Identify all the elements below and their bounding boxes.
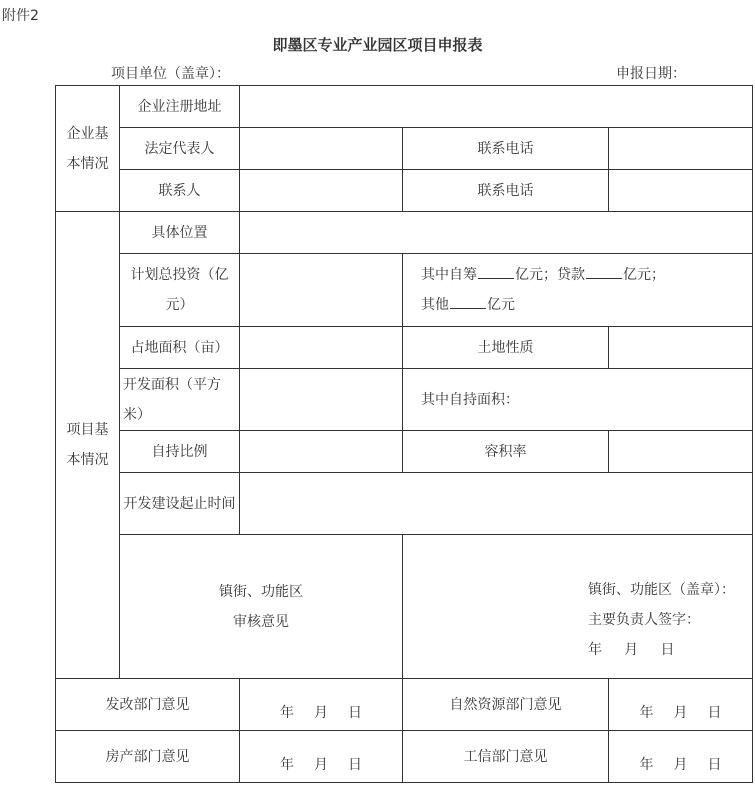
legal-rep-label: 法定代表人 (120, 128, 240, 170)
location-field[interactable] (240, 212, 753, 254)
review-label: 镇街、功能区 审核意见 (120, 535, 403, 679)
industry-it-date[interactable]: 年 月 日 (609, 731, 753, 783)
loan-blank[interactable] (586, 264, 622, 279)
phone2-label: 联系电话 (403, 170, 609, 212)
other-blank[interactable] (450, 294, 486, 309)
natural-resources-date[interactable]: 年 月 日 (609, 679, 753, 731)
plot-ratio-field[interactable] (609, 431, 753, 473)
land-nature-field[interactable] (609, 327, 753, 369)
dev-period-label: 开发建设起止时间 (120, 473, 240, 535)
land-nature-label: 土地性质 (403, 327, 609, 369)
reg-address-label: 企业注册地址 (120, 86, 240, 128)
contact-label: 联系人 (120, 170, 240, 212)
natural-resources-label: 自然资源部门意见 (403, 679, 609, 731)
dev-area-field[interactable] (240, 369, 403, 431)
dev-area-label: 开发面积（平方米） (120, 369, 240, 431)
dev-period-field[interactable] (240, 473, 753, 535)
enterprise-section-label: 企业基本情况 (56, 86, 120, 212)
project-unit-label: 项目单位（盖章）： (111, 66, 230, 82)
contact-field[interactable] (240, 170, 403, 212)
total-investment-label: 计划总投资（亿元） (120, 254, 240, 327)
application-form-table (55, 85, 753, 783)
phone2-field[interactable] (609, 170, 753, 212)
phone-field[interactable] (609, 128, 753, 170)
reg-address-field[interactable] (240, 86, 753, 128)
report-date-label: 申报日期： (616, 66, 686, 82)
housing-label: 房产部门意见 (56, 731, 240, 783)
self-hold-area-label[interactable]: 其中自持面积： (403, 369, 753, 431)
legal-rep-field[interactable] (240, 128, 403, 170)
dev-reform-label: 发改部门意见 (56, 679, 240, 731)
investment-breakdown: 其中自筹 亿元；贷款 亿元； 其他 亿元 (403, 254, 753, 327)
self-hold-ratio-label: 自持比例 (120, 431, 240, 473)
land-area-label: 占地面积（亩） (120, 327, 240, 369)
project-section-label: 项目基本情况 (56, 212, 120, 679)
self-raised-blank[interactable] (478, 264, 514, 279)
total-investment-field[interactable] (240, 254, 403, 327)
self-hold-ratio-field[interactable] (240, 431, 403, 473)
land-area-field[interactable] (240, 327, 403, 369)
industry-it-label: 工信部门意见 (403, 731, 609, 783)
review-field[interactable]: 镇街、功能区（盖章）： 主要负责人签字： 年 月 日 (403, 535, 753, 679)
location-label: 具体位置 (120, 212, 240, 254)
attachment-label: 附件2 (2, 8, 39, 24)
dev-reform-date[interactable]: 年 月 日 (240, 679, 403, 731)
form-title: 即墨区专业产业园区项目申报表 (272, 36, 483, 54)
housing-date[interactable]: 年 月 日 (240, 731, 403, 783)
plot-ratio-label: 容积率 (403, 431, 609, 473)
phone-label: 联系电话 (403, 128, 609, 170)
